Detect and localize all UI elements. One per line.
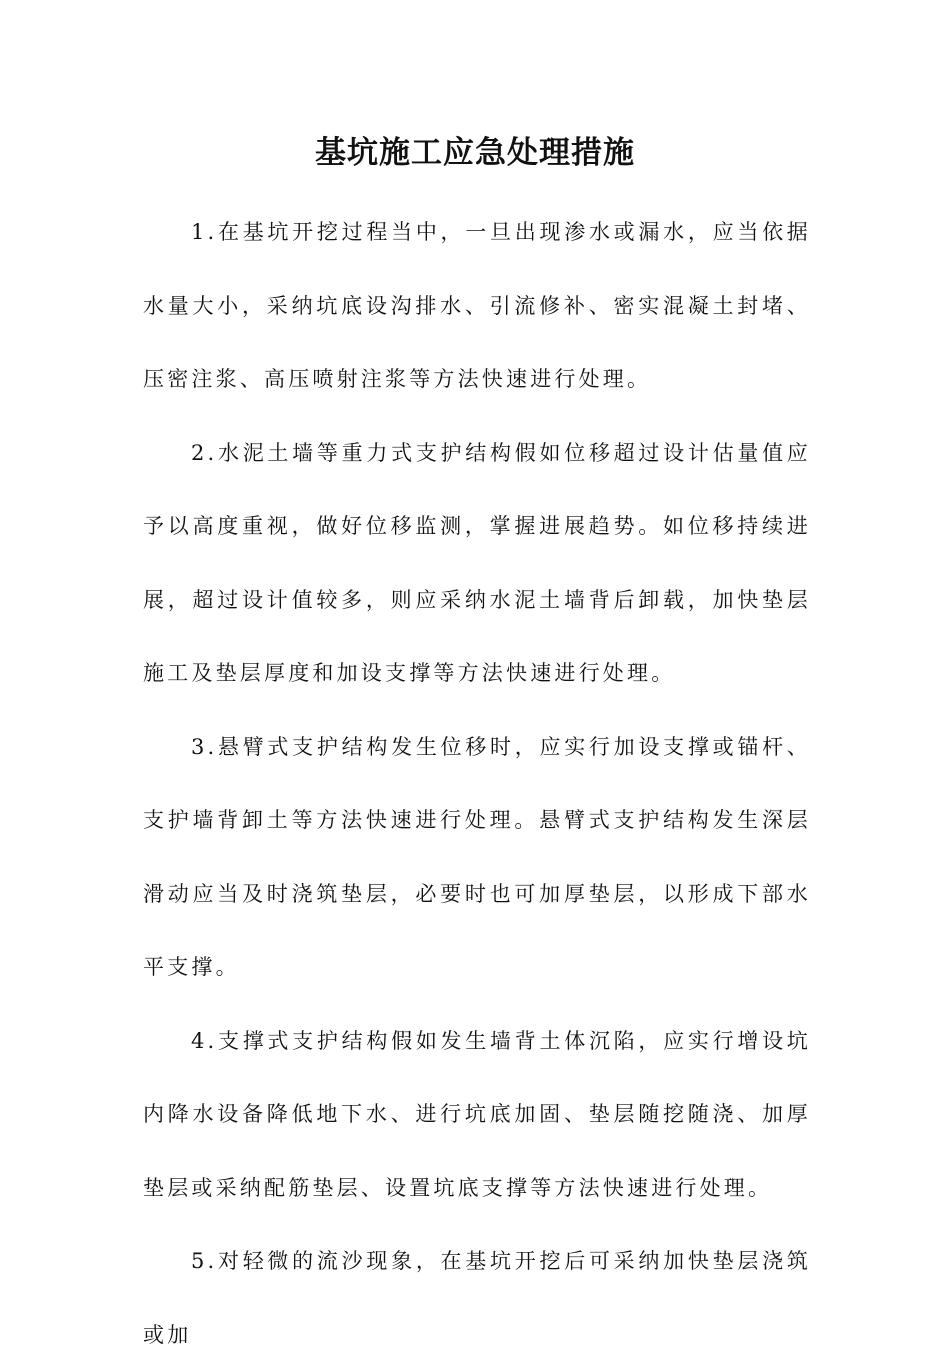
paragraph-3: 3.悬臂式支护结构发生位移时，应实行加设支撑或锚杆、支护墙背卸土等方法快速进行处理。悬臂式支护结构发生深层滑动应当及时浇筑垫层，必要时也可加厚垫层，以形成下部水平支撑。 [143,734,811,979]
paragraph-2: 2.水泥土墙等重力式支护结构假如位移超过设计估量值应予以高度重视，做好位移监测，掌握进展趋势。如位移持续进展，超过设计值较多，则应采纳水泥土墙背后卸载，加快垫层施工及垫层厚度和加设支撑等方法快速进行处理。 [143,440,811,685]
document-body [143,196,811,1372]
paragraph-1: 1.在基坑开挖过程当中，一旦出现渗水或漏水，应当依据水量大小，采纳坑底设沟排水、引流修补、密实混凝土封堵、压密注浆、高压喷射注浆等方法快速进行处理。 [143,220,811,391]
paragraph-5: 5.对轻微的流沙现象，在基坑开挖后可采纳加快垫层浇筑或加 [143,1249,811,1347]
page-title: 基坑施工应急处理措施 [315,135,635,171]
paragraph-4: 4.支撑式支护结构假如发生墙背土体沉陷，应实行增设坑内降水设备降低地下水、进行坑底加固、垫层随挖随浇、加厚垫层或采纳配筋垫层、设置坑底支撑等方法快速进行处理。 [143,1028,811,1200]
